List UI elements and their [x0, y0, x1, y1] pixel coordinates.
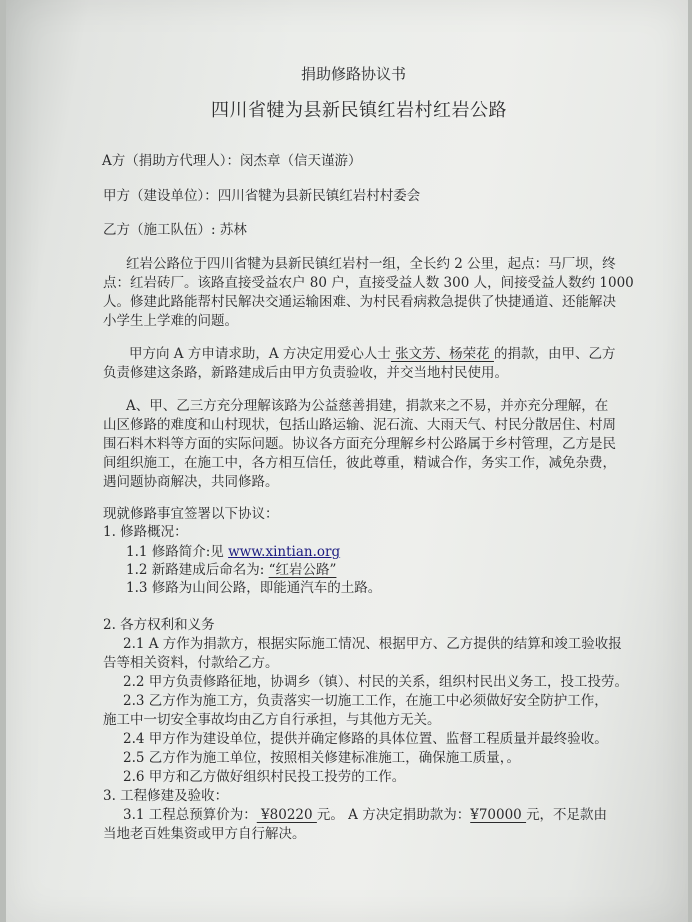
section-3-heading: 3. 工程修建及验收：: [103, 788, 229, 804]
clause-3-1: [123, 807, 607, 823]
party-yi-line: 乙方（施工队伍）: 苏林: [103, 222, 247, 238]
party-jia-line: 甲方（建设单位）：四川省犍为县新民镇红岩村村委会: [103, 188, 421, 204]
clause-1-2-label: 1.2 新路建成后命名为:: [126, 562, 269, 578]
clause-3-1-mid: 元。 A 方决定捐助款为：: [316, 807, 471, 823]
road-name: “红岩公路”: [268, 562, 337, 578]
paragraph-3-line: 间组织施工，在施工中，各方相互信任，彼此尊重，精诚合作，务实工作，减免杂费，: [103, 455, 616, 471]
paragraph-2-post: 的捐款，由甲、乙方: [493, 346, 616, 362]
clause-2-3-cont: 施工中一切安全事故均由乙方自行承担，与其他方无关。: [103, 712, 441, 728]
clause-2-3: 2.3 乙方作为施工方，负责落实一切施工工作，在施工中必须做好安全防护工作，: [123, 693, 608, 709]
section-2-heading: 2. 各方权利和义务: [103, 617, 215, 633]
party-a-line: A方（捐助方代理人）：闵杰章（信天谨游）: [102, 153, 362, 169]
paragraph-2-line: [129, 346, 615, 362]
clause-2-1-cont: 告等相关资料，付款给乙方。: [103, 655, 279, 671]
paragraph-1-line: 小学生上学难的问题。: [103, 313, 238, 329]
paragraph-3-line: 山区修路的难度和山村现状，包括山路运输、泥石流、大雨天气、村民分散居住、村周: [103, 417, 616, 433]
clause-2-6: 2.6 甲方和乙方做好组织村民投工投劳的工作。: [123, 769, 406, 785]
agreement-intro: 现就修路事宜签署以下协议：: [103, 506, 279, 522]
clause-1-1: [126, 544, 340, 560]
paragraph-1-line: 人。修建此路能帮村民解决交通运输困难、为村民看病救急提供了快捷通道、还能解决: [103, 294, 616, 310]
clause-3-1-cont: 当地老百姓集资或甲方自行解决。: [103, 826, 306, 842]
paragraph-2-line: 负责修建这条路，新路建成后由甲方负责验收，并交当地村民使用。: [103, 365, 508, 381]
document-subtitle: 四川省犍为县新民镇红岩村红岩公路: [211, 100, 507, 121]
budget-amount: ¥80220: [256, 807, 317, 823]
clause-3-1-post: 元，不足款由: [526, 807, 608, 823]
section-1-heading: 1. 修路概况：: [103, 524, 188, 540]
paragraph-1-line: 点：红岩砖厂。该路直接受益农户 80 户，直接受益人数 300 人，间接受益人数约 1000: [103, 275, 634, 291]
clause-2-2: 2.2 甲方负责修路征地，协调乡（镇）、村民的关系，组织村民出义务工，投工投劳。: [123, 674, 629, 690]
donation-amount: ¥70000: [470, 807, 527, 823]
website-link[interactable]: www.xintian.org: [228, 544, 341, 560]
paragraph-3-line: 遇问题协商解决，共同修路。: [103, 474, 279, 490]
paragraph-2-pre: 甲方向 A 方申请求助，A 方决定用爱心人士: [129, 346, 391, 362]
clause-1-1-label: 1.1 修路简介:见: [126, 544, 229, 560]
clause-2-1: 2.1 A 方作为捐款方，根据实际施工情况、根据甲方、乙方提供的结算和竣工验收报: [123, 636, 622, 652]
clause-2-5: 2.5 乙方作为施工单位，按照相关修建标准施工，确保施工质量，。: [123, 750, 521, 766]
paragraph-1-line: 红岩公路位于四川省犍为县新民镇红岩村一组，全长约 2 公里，起点：马厂坝，终: [126, 256, 616, 272]
paragraph-3-line: 围石料木料等方面的实际问题。协议各方面充分理解乡村公路属于乡村管理，乙方是民: [103, 436, 616, 452]
document-page: [6, 0, 688, 922]
donor-names: 张文芳、杨荣花: [390, 346, 494, 362]
clause-2-4: 2.4 甲方作为建设单位，提供并确定修路的具体位置、监督工程质量并最终验收。: [123, 731, 608, 747]
clause-1-3: 1.3 修路为山间公路，即能通汽车的土路。: [126, 580, 382, 596]
clause-3-1-label: 3.1 工程总预算价为：: [123, 807, 257, 823]
document-title: 捐助修路协议书: [301, 65, 407, 83]
clause-1-2: [126, 562, 336, 578]
paragraph-3-line: A、甲、乙三方充分理解该路为公益慈善捐建，捐款来之不易，并亦充分理解，在: [126, 398, 609, 414]
